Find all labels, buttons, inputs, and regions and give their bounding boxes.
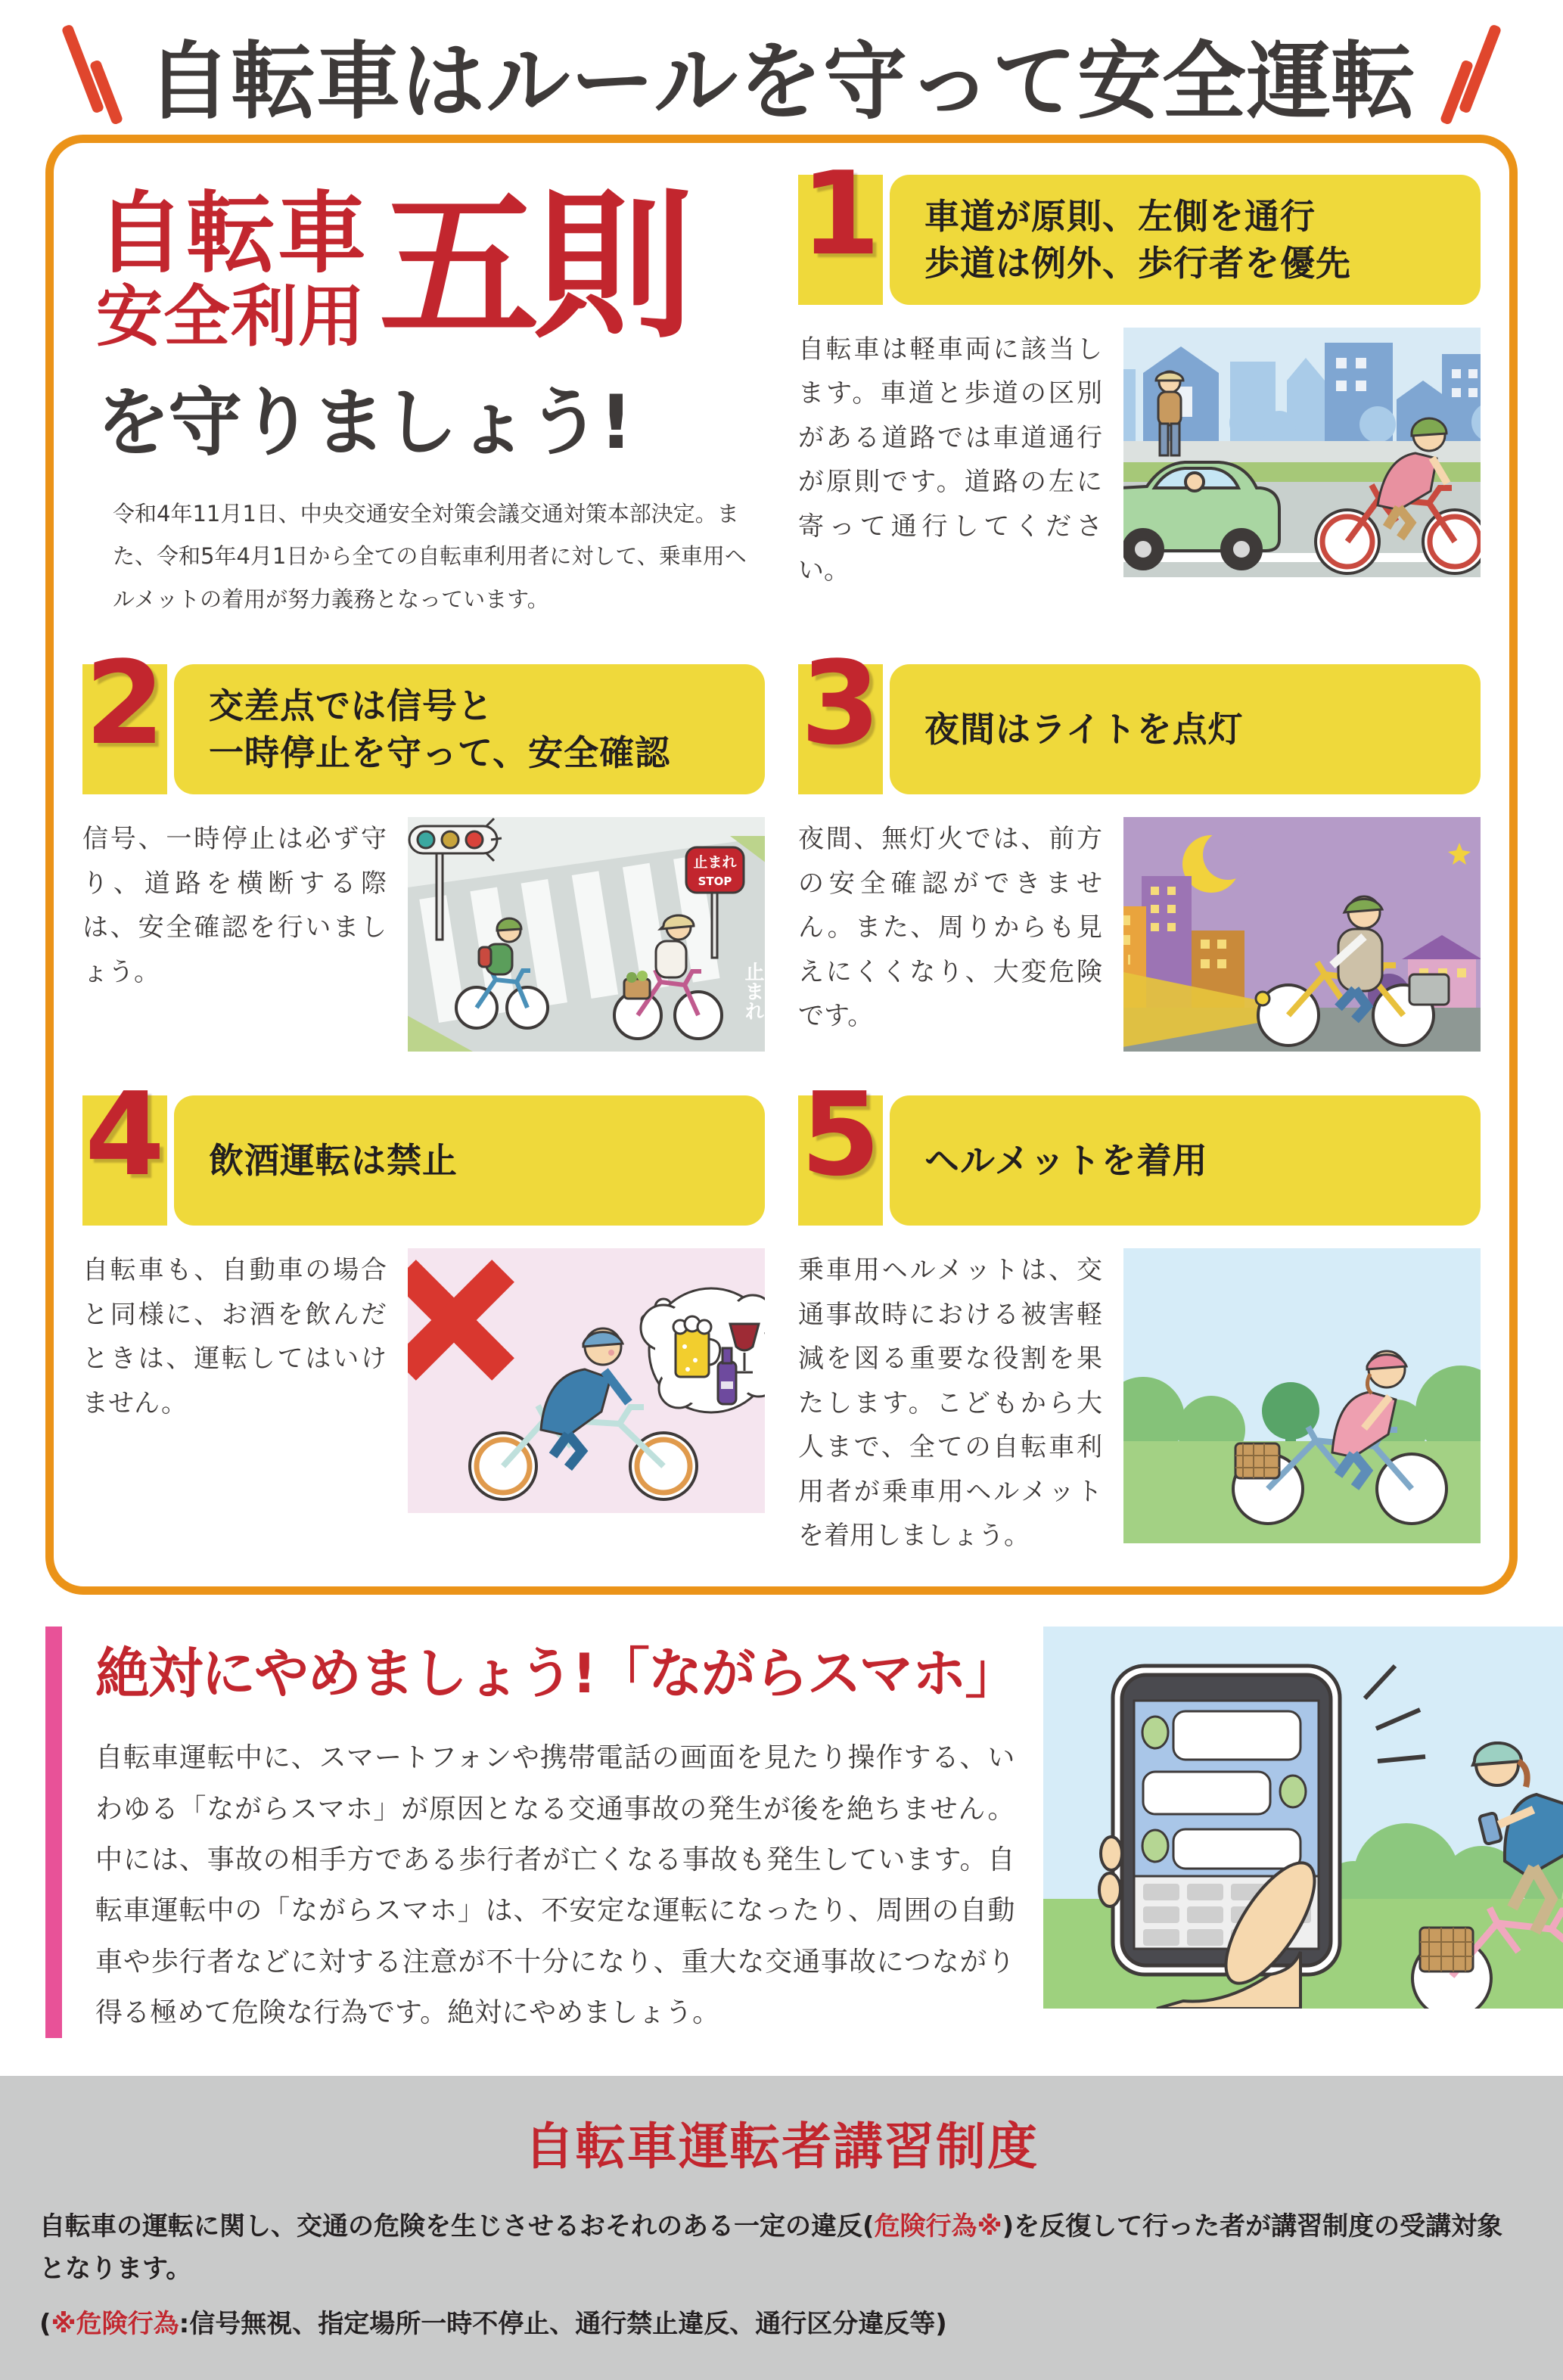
illustration-rule-3 bbox=[1123, 817, 1481, 1052]
dangerous-act-highlight: 危険行為※ bbox=[874, 2211, 1002, 2242]
course-footer bbox=[0, 2076, 1563, 2379]
illustration-smartphone bbox=[1043, 1627, 1563, 2009]
rule-section-4 bbox=[82, 1067, 765, 1558]
chat-screen bbox=[1142, 1711, 1306, 1869]
illustration-rule-2 bbox=[408, 817, 765, 1052]
course-line2: (※危険行為:信号無視、指定場所一時不停止、通行禁止違反、通行区分違反等) bbox=[39, 2308, 947, 2339]
emphasis-slashes-left-icon bbox=[77, 23, 112, 126]
intersection-illustration bbox=[408, 817, 765, 1052]
night-ride-illustration bbox=[1123, 817, 1481, 1052]
page-title: 自転車はルールを守って安全運転 bbox=[147, 33, 1416, 131]
rule-2-text: 信号、一時停止は必ず守り、道路を横断する際は、安全確認を行いましょう。 bbox=[82, 824, 387, 987]
rule-section-1 bbox=[798, 147, 1481, 620]
smartphone-warning-content bbox=[45, 1627, 1018, 2038]
illustration-rule-5 bbox=[1123, 1248, 1481, 1543]
rule-4-title: 飲酒運転は禁止 bbox=[174, 1095, 765, 1226]
masthead bbox=[0, 0, 1563, 135]
dangerous-act-note-highlight: ※危険行為 bbox=[51, 2308, 179, 2339]
rule-1-text: 自転車は軽車両に該当します。車道と歩道の区別がある道路では車道通行が原則です。道路の左に寄って通行してください。 bbox=[798, 334, 1102, 586]
smartphone-warning-title: 絶対にやめましょう!「ながらスマホ」 bbox=[95, 1642, 1018, 1706]
helmet-park-illustration bbox=[1123, 1248, 1481, 1543]
five-rules-panel bbox=[45, 135, 1518, 1595]
hero-line1: 自転車 bbox=[96, 182, 369, 285]
rule-2-header bbox=[82, 636, 765, 794]
rule-5-number: 5 bbox=[798, 1095, 883, 1226]
rule-3-header bbox=[798, 636, 1481, 794]
svg-text:止まれ: 止まれ bbox=[693, 854, 737, 872]
emphasis-slashes-right-icon bbox=[1451, 23, 1486, 126]
rule-section-5 bbox=[798, 1067, 1481, 1558]
road-marking-text: 止まれ bbox=[741, 962, 764, 1021]
course-line1: 自転車の運転に関し、交通の危険を生じさせるおそれのある一定の違反(危険行為※)を反復して行った者が講習制度の受講対象となります。 bbox=[39, 2211, 1503, 2285]
no-drinking-illustration bbox=[408, 1248, 765, 1513]
rule-5-text: 乗車用ヘルメットは、交通事故時における被害軽減を図る重要な役割を果たします。こどもから大人まで、全ての自転車利用者が乗車用ヘルメットを着用しましょう。 bbox=[798, 1255, 1102, 1551]
rule-2-title: 交差点では信号と 一時停止を守って、安全確認 bbox=[174, 664, 765, 794]
rule-4-header bbox=[82, 1067, 765, 1226]
rule-3-number: 3 bbox=[798, 664, 883, 794]
smartphone-cyclist-illustration bbox=[1043, 1627, 1563, 2009]
rule-1-number: 1 bbox=[798, 175, 883, 305]
hero-big-word: 五則 bbox=[379, 173, 688, 360]
hero-line2: 安全利用 bbox=[96, 278, 366, 356]
rule-4-text: 自転車も、自動車の場合と同様に、お酒を飲んだときは、運転してはいけません。 bbox=[82, 1255, 387, 1418]
rule-5-title: ヘルメットを着用 bbox=[890, 1095, 1481, 1226]
svg-text:STOP: STOP bbox=[698, 875, 732, 889]
rule-2-number: 2 bbox=[82, 664, 167, 794]
rule-5-header bbox=[798, 1067, 1481, 1226]
smartphone-warning-body: 自転車運転中に、スマートフォンや携帯電話の画面を見たり操作する、いわゆる「ながらスマホ」が原因となる交通事故の発生が後を絶ちません。中には、事故の相手方である歩行者が亡くなる事故も発生しています。自転車運転中の「ながらスマホ」は、不安定な運転になったり、周囲の自動車や歩行者などに対する注意が不十分になり、重大な交通事故につながり得る極めて危険な行為です。絶対にやめましょう。 bbox=[95, 1742, 1015, 2028]
smartphone-warning-section bbox=[0, 1595, 1563, 2076]
daytime-road-illustration bbox=[1123, 328, 1481, 577]
rule-section-2 bbox=[82, 636, 765, 1052]
rule-3-title: 夜間はライトを点灯 bbox=[890, 664, 1481, 794]
illustration-rule-4 bbox=[408, 1248, 765, 1513]
course-title: 自転車運転者講習制度 bbox=[524, 2117, 1039, 2176]
hero-call: を守りましょう! bbox=[96, 379, 631, 466]
rule-3-text: 夜間、無灯火では、前方の安全確認ができません。また、周りからも見えにくくなり、大変危険です。 bbox=[798, 824, 1102, 1032]
rule-section-3 bbox=[798, 636, 1481, 1052]
illustration-rule-1 bbox=[1123, 328, 1481, 577]
rule-4-number: 4 bbox=[82, 1095, 167, 1226]
rule-1-title: 車道が原則、左側を通行 歩道は例外、歩行者を優先 bbox=[890, 175, 1481, 305]
hero-note: 令和4年11月1日、中央交通安全対策会議交通対策本部決定。また、令和5年4月1日から全ての自転車利用者に対して、乗車用ヘルメットの着用が努力義務となっています。 bbox=[113, 500, 747, 612]
rule-1-header bbox=[798, 147, 1481, 305]
hero-title-stack bbox=[96, 182, 369, 356]
hero-block bbox=[82, 175, 765, 620]
